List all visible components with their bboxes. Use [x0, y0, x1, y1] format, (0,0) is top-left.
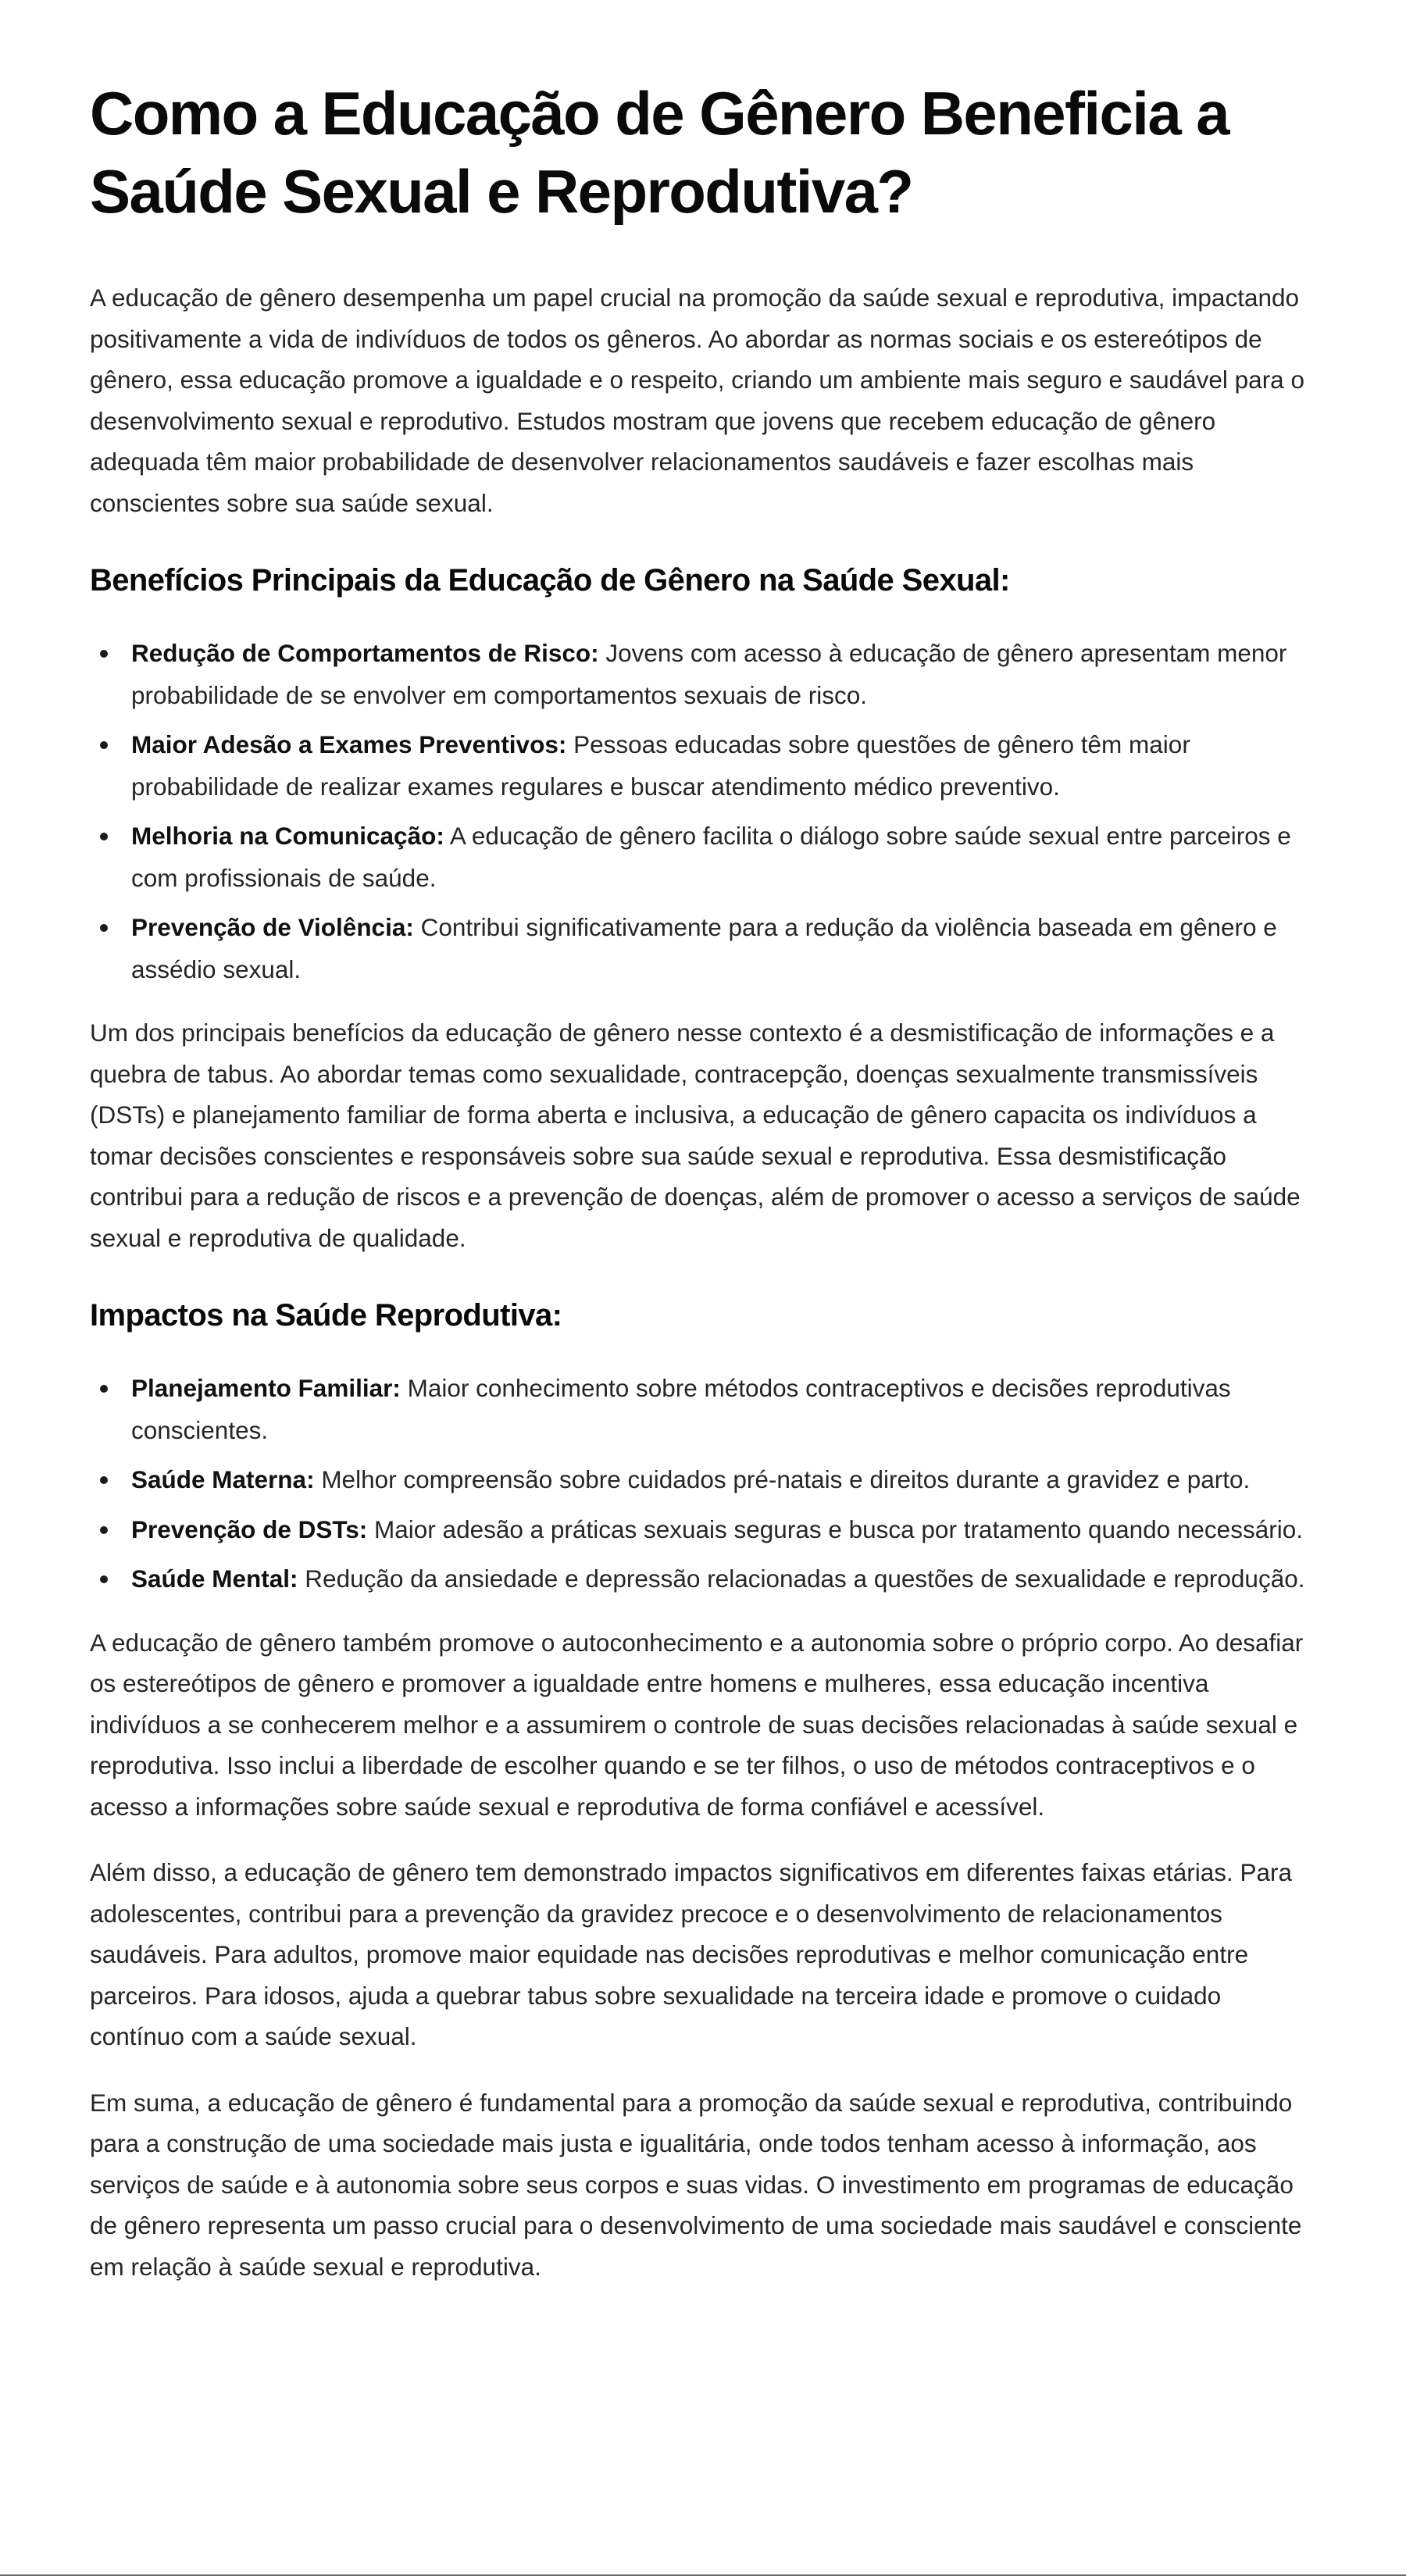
benefits-list	[90, 633, 1320, 990]
article	[90, 74, 1320, 2287]
list-item-label: Saúde Materna:	[131, 1465, 315, 1493]
list-item-text: A educação de gênero facilita o diálogo sobre saúde sexual entre parceiros e com profissionais de saúde.	[131, 822, 1291, 892]
list-item-label: Prevenção de DSTs:	[131, 1515, 368, 1543]
list-item	[131, 1509, 1320, 1551]
list-item-text: Maior adesão a práticas sexuais seguras e busca por tratamento quando necessário.	[367, 1515, 1303, 1543]
impacts-list	[90, 1368, 1320, 1600]
list-item-label: Redução de Comportamentos de Risco:	[131, 639, 599, 667]
list-item-text: Melhor compreensão sobre cuidados pré-natais e direitos durante a gravidez e parto.	[314, 1465, 1251, 1493]
list-item	[131, 1459, 1320, 1501]
page-title: Como a Educação de Gênero Beneficia a Saúde Sexual e Reprodutiva?	[90, 79, 1229, 226]
list-item	[131, 815, 1320, 899]
section-heading-reproductive-health: Impactos na Saúde Reprodutiva:	[90, 1298, 562, 1333]
list-item-text: Contribui significativamente para a redução da violência baseada em gênero e assédio sexual.	[131, 913, 1277, 983]
body-paragraph: Em suma, a educação de gênero é fundamental para a promoção da saúde sexual e reprodutiva, contribuindo para a construção de uma sociedade mais justa e igualitária, onde todos tenham acesso à informação, aos serviços de saúde e à autonomia sobre seus corpos e suas vidas. O investimento em programas de educação de gênero representa um passo crucial para o desenvolvimento de uma sociedade mais saudável e consciente em relação à saúde sexual e reprodutiva.	[90, 2088, 1302, 2281]
list-item-text: Pessoas educadas sobre questões de gênero têm maior probabilidade de realizar exames regulares e buscar atendimento médico preventivo.	[131, 730, 1190, 801]
section-heading-sexual-health: Benefícios Principais da Educação de Gênero na Saúde Sexual:	[90, 563, 1010, 598]
body-paragraph: A educação de gênero também promove o autoconhecimento e a autonomia sobre o próprio corpo. Ao desafiar os estereótipos de gênero e promover a igualdade entre homens e mulheres, essa educação incentiva indivíduos a se conhecerem melhor e a assumirem o controle de suas decisões relacionadas à saúde sexual e reprodutiva. Isso inclui a liberdade de escolher quando e se ter filhos, o uso de métodos contraceptivos e o acesso a informações sobre saúde sexual e reprodutiva de forma confiável e acessível.	[90, 1628, 1304, 1821]
intro-paragraph: A educação de gênero desempenha um papel crucial na promoção da saúde sexual e reprodutiva, impactando positivamente a vida de indivíduos de todos os gêneros. Ao abordar as normas sociais e os estereótipos de gênero, essa educação promove a igualdade e o respeito, criando um ambiente mais seguro e saudável para o desenvolvimento sexual e reprodutivo. Estudos mostram que jovens que recebem educação de gênero adequada têm maior probabilidade de desenvolver relacionamentos saudáveis e fazer escolhas mais conscientes sobre sua saúde sexual.	[90, 284, 1304, 517]
body-paragraph: Um dos principais benefícios da educação de gênero nesse contexto é a desmistificação de informações e a quebra de tabus. Ao abordar temas como sexualidade, contracepção, doenças sexualmente transmissíveis (DSTs) e planejamento familiar de forma aberta e inclusiva, a educação de gênero capacita os indivíduos a tomar decisões conscientes e responsáveis sobre sua saúde sexual e reprodutiva. Essa desmistificação contribui para a redução de riscos e a prevenção de doenças, além de promover o acesso a serviços de saúde sexual e reprodutiva de qualidade.	[90, 1019, 1301, 1252]
list-item-text: Jovens com acesso à educação de gênero apresentam menor probabilidade de se envolver em comportamentos sexuais de risco.	[131, 639, 1287, 709]
list-item	[131, 1368, 1320, 1451]
list-item-text: Redução da ansiedade e depressão relacionadas a questões de sexualidade e reprodução.	[298, 1565, 1305, 1593]
list-item-label: Maior Adesão a Exames Preventivos:	[131, 730, 567, 758]
list-item-text: Maior conhecimento sobre métodos contraceptivos e decisões reprodutivas conscientes.	[131, 1374, 1231, 1444]
list-item-label: Melhoria na Comunicação:	[131, 822, 444, 850]
body-paragraph: Além disso, a educação de gênero tem demonstrado impactos significativos em diferentes faixas etárias. Para adolescentes, contribui para a prevenção da gravidez precoce e o desenvolvimento de relacionamentos saudáveis. Para adultos, promove maior equidade nas decisões reprodutivas e melhor comunicação entre parceiros. Para idosos, ajuda a quebrar tabus sobre sexualidade na terceira idade e promove o cuidado contínuo com a saúde sexual.	[90, 1858, 1293, 2050]
list-item	[131, 907, 1320, 990]
list-item-label: Planejamento Familiar:	[131, 1374, 401, 1402]
list-item	[131, 1558, 1320, 1600]
list-item-label: Saúde Mental:	[131, 1565, 298, 1593]
list-item-label: Prevenção de Violência:	[131, 913, 414, 941]
list-item	[131, 724, 1320, 808]
list-item	[131, 633, 1320, 716]
